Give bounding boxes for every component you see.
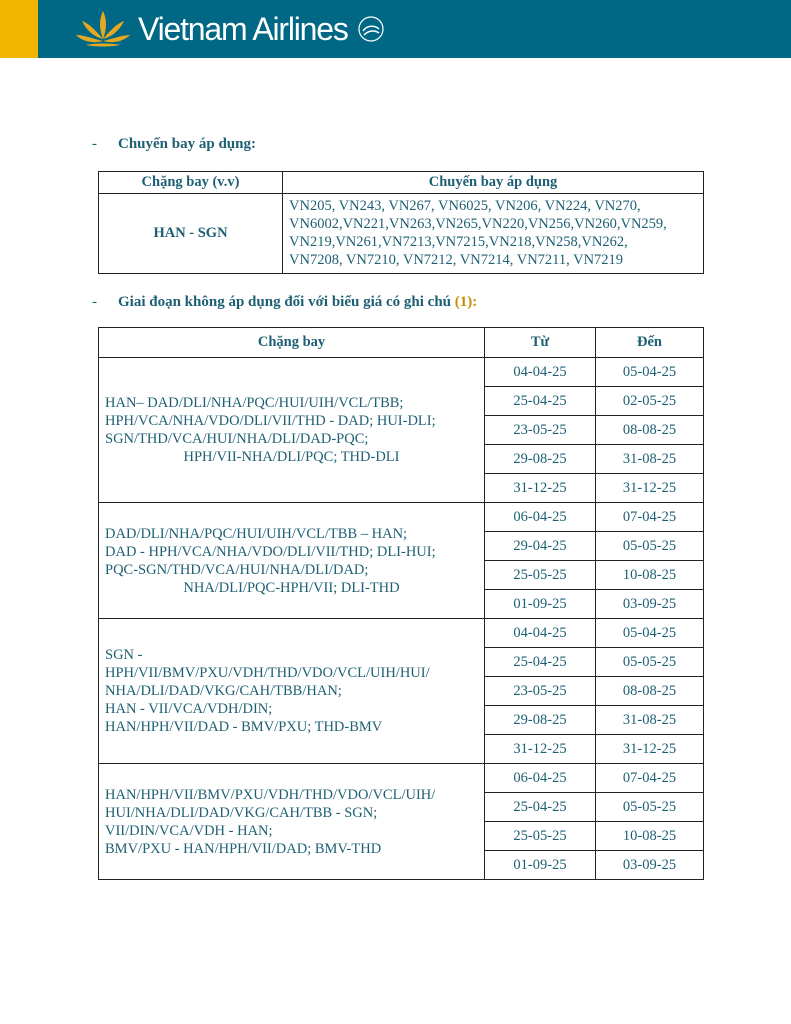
date-to-cell: 31-08-25 bbox=[596, 706, 704, 735]
date-to-cell: 31-12-25 bbox=[596, 474, 704, 503]
date-to-cell: 31-12-25 bbox=[596, 735, 704, 764]
route-line: HPH/VII/BMV/PXU/VDH/THD/VDO/VCL/UIH/HUI/ bbox=[105, 665, 430, 681]
date-from-cell: 04-04-25 bbox=[485, 358, 596, 387]
date-to-cell: 05-05-25 bbox=[596, 793, 704, 822]
date-to-cell: 05-04-25 bbox=[596, 619, 704, 648]
header-to: Đến bbox=[596, 328, 704, 358]
route-line: HAN/HPH/VII/DAD - BMV/PXU; THD-BMV bbox=[105, 719, 383, 735]
route-line: DAD/DLI/NHA/PQC/HUI/UIH/VCL/TBB – HAN; bbox=[105, 525, 408, 542]
table-header-row bbox=[99, 172, 704, 194]
route-line: HPH/VCA/NHA/VDO/DLI/VII/THD - DAD; HUI-DLI; bbox=[105, 413, 436, 429]
header-from: Từ bbox=[485, 328, 596, 358]
date-from-cell: 01-09-25 bbox=[485, 851, 596, 880]
brand-name: Vietnam Airlines bbox=[138, 11, 348, 47]
header-bar bbox=[0, 0, 791, 58]
route-group-cell bbox=[99, 619, 485, 764]
route-line: PQC-SGN/THD/VCA/HUI/NHA/DLI/DAD; bbox=[105, 561, 369, 578]
date-from-cell: 29-04-25 bbox=[485, 532, 596, 561]
date-from-cell: 06-04-25 bbox=[485, 764, 596, 793]
table-row bbox=[99, 358, 704, 387]
section-applicable-flights-title bbox=[92, 136, 256, 153]
date-to-cell: 03-09-25 bbox=[596, 590, 704, 619]
section-excluded-periods-title bbox=[92, 294, 477, 311]
header-accent-stripe bbox=[0, 0, 38, 58]
section-title-text: Chuyến bay áp dụng: bbox=[118, 136, 256, 152]
route-line: DAD - HPH/VCA/NHA/VDO/DLI/VII/THD; DLI-HUI; bbox=[105, 543, 436, 560]
flights-line: VN7208, VN7210, VN7212, VN7214, VN7211, VN7219 bbox=[289, 252, 624, 268]
date-from-cell: 01-09-25 bbox=[485, 590, 596, 619]
note-marker: (1): bbox=[454, 294, 478, 310]
date-to-cell: 10-08-25 bbox=[596, 822, 704, 851]
date-from-cell: 29-08-25 bbox=[485, 706, 596, 735]
date-from-cell: 04-04-25 bbox=[485, 619, 596, 648]
route-line: BMV/PXU - HAN/HPH/VII/DAD; BMV-THD bbox=[105, 840, 382, 857]
excluded-periods-table bbox=[98, 327, 704, 880]
date-to-cell: 05-04-25 bbox=[596, 358, 704, 387]
route-line: HAN– DAD/DLI/NHA/PQC/HUI/UIH/VCL/TBB; bbox=[105, 395, 404, 411]
table-header-row bbox=[99, 328, 704, 358]
lotus-icon bbox=[74, 9, 132, 49]
date-from-cell: 06-04-25 bbox=[485, 503, 596, 532]
route-line: SGN/THD/VCA/HUI/NHA/DLI/DAD-PQC; bbox=[105, 431, 369, 447]
flights-cell bbox=[283, 194, 704, 274]
date-from-cell: 25-05-25 bbox=[485, 561, 596, 590]
route-line: HAN - VII/VCA/VDH/DIN; bbox=[105, 701, 273, 717]
date-to-cell: 02-05-25 bbox=[596, 387, 704, 416]
route-group-cell bbox=[99, 764, 485, 880]
header-route: Chặng bay (v.v) bbox=[99, 172, 283, 194]
date-to-cell: 10-08-25 bbox=[596, 561, 704, 590]
flights-line: VN205, VN243, VN267, VN6025, VN206, VN224, VN270, bbox=[289, 198, 641, 214]
date-from-cell: 29-08-25 bbox=[485, 445, 596, 474]
date-from-cell: 31-12-25 bbox=[485, 474, 596, 503]
header-route: Chặng bay bbox=[99, 328, 485, 358]
date-from-cell: 23-05-25 bbox=[485, 677, 596, 706]
date-from-cell: 25-04-25 bbox=[485, 793, 596, 822]
date-from-cell: 23-05-25 bbox=[485, 416, 596, 445]
section-title-text: Giai đoạn không áp dụng đối với biểu giá có ghi chú bbox=[118, 294, 452, 310]
date-to-cell: 07-04-25 bbox=[596, 764, 704, 793]
date-to-cell: 08-08-25 bbox=[596, 677, 704, 706]
date-to-cell: 05-05-25 bbox=[596, 648, 704, 677]
applicable-flights-table bbox=[98, 171, 704, 274]
route-line: HAN/HPH/VII/BMV/PXU/VDH/THD/VDO/VCL/UIH/ bbox=[105, 786, 436, 803]
date-from-cell: 25-05-25 bbox=[485, 822, 596, 851]
route-line: VII/DIN/VCA/VDH - HAN; bbox=[105, 822, 273, 839]
date-from-cell: 25-04-25 bbox=[485, 387, 596, 416]
route-group-cell bbox=[99, 503, 485, 619]
skyteam-icon bbox=[354, 12, 388, 46]
date-to-cell: 08-08-25 bbox=[596, 416, 704, 445]
bullet-dash: - bbox=[92, 294, 97, 310]
route-cell: HAN - SGN bbox=[99, 194, 283, 274]
table-row bbox=[99, 764, 704, 793]
route-line: NHA/DLI/DAD/VKG/CAH/TBB/HAN; bbox=[105, 683, 342, 699]
date-to-cell: 31-08-25 bbox=[596, 445, 704, 474]
route-line: SGN - bbox=[105, 647, 143, 663]
date-to-cell: 07-04-25 bbox=[596, 503, 704, 532]
vietnam-airlines-logo bbox=[74, 6, 388, 52]
route-line: HUI/NHA/DLI/DAD/VKG/CAH/TBB - SGN; bbox=[105, 804, 378, 821]
date-to-cell: 05-05-25 bbox=[596, 532, 704, 561]
table-row bbox=[99, 194, 704, 274]
flights-line: VN219,VN261,VN7213,VN7215,VN218,VN258,VN262, bbox=[289, 234, 628, 250]
table-row bbox=[99, 619, 704, 648]
route-line: HPH/VII-NHA/DLI/PQC; THD-DLI bbox=[183, 449, 400, 465]
date-to-cell: 03-09-25 bbox=[596, 851, 704, 880]
bullet-dash: - bbox=[92, 136, 97, 152]
route-group-cell bbox=[99, 358, 485, 503]
table-row bbox=[99, 503, 704, 532]
route-line: NHA/DLI/PQC-HPH/VII; DLI-THD bbox=[183, 579, 400, 596]
flights-line: VN6002,VN221,VN263,VN265,VN220,VN256,VN260,VN259, bbox=[289, 216, 667, 232]
header-flights: Chuyến bay áp dụng bbox=[283, 172, 704, 194]
date-from-cell: 31-12-25 bbox=[485, 735, 596, 764]
date-from-cell: 25-04-25 bbox=[485, 648, 596, 677]
